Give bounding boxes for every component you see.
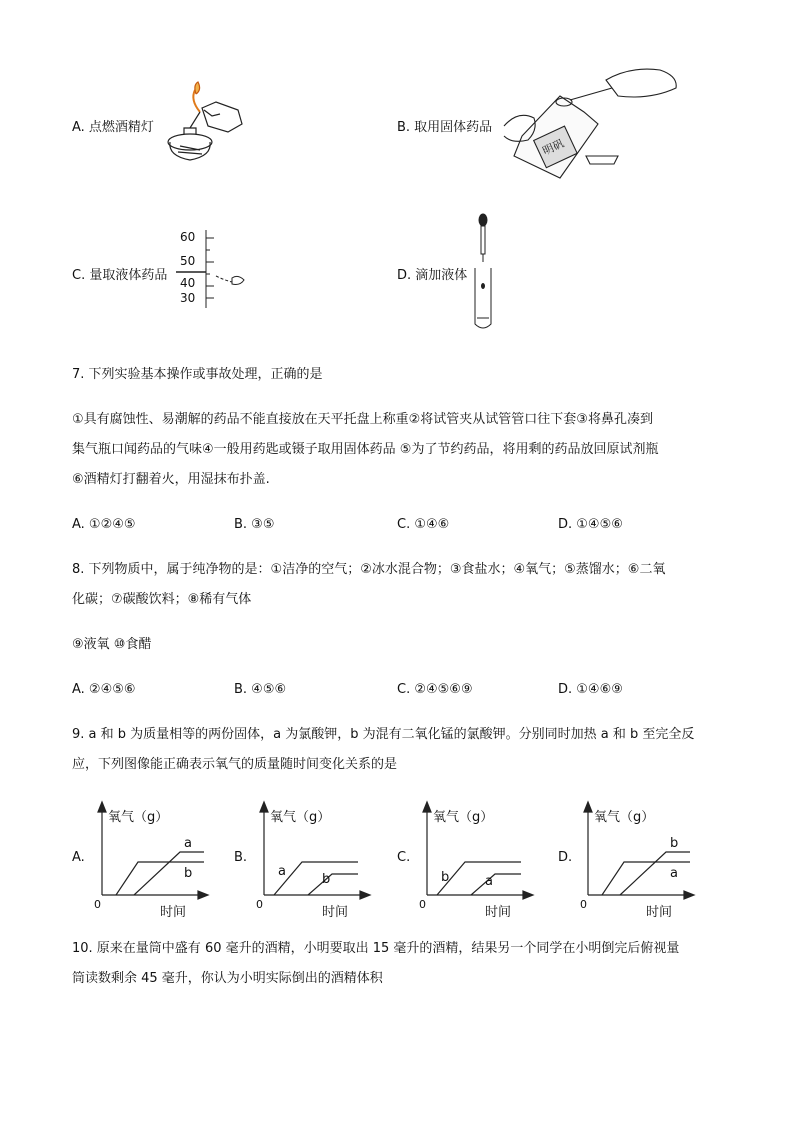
q7-body-line-1: ①具有腐蚀性、易潮解的药品不能直接放在天平托盘上称重②将试管夹从试管管口往下套③将鼻孔凑到 bbox=[72, 412, 653, 427]
q9-graph-c[interactable] bbox=[397, 800, 537, 920]
svg-text:明矾: 明矾 bbox=[540, 136, 567, 158]
q9-graph-b-line-upper bbox=[274, 862, 358, 895]
q9-graph-b[interactable] bbox=[234, 800, 374, 920]
q9-graph-a-lower-label: b bbox=[184, 866, 193, 881]
q9-graph-c-line-upper bbox=[437, 862, 521, 895]
q9-graph-d-origin: 0 bbox=[580, 898, 587, 911]
q7-body-line-2: 集气瓶口闻药品的气味④一般用药匙或镊子取用固体药品 ⑤为了节约药品，将用剩的药品放回原试剂瓶 bbox=[72, 442, 659, 457]
q9-graph-b-upper-label: a bbox=[278, 864, 286, 879]
q9-graph-b-option: B. bbox=[234, 850, 248, 865]
q9-graph-d[interactable] bbox=[558, 800, 698, 920]
q7-option-c[interactable]: C. ①④⑥ bbox=[397, 517, 450, 532]
q9-graph-d-upper-label: b bbox=[670, 836, 679, 851]
q9-graph-a-xlabel: 时间 bbox=[160, 905, 187, 920]
q9-graph-a-line-upper bbox=[134, 852, 204, 895]
graduated-cylinder-illustration bbox=[176, 228, 256, 316]
q10-stem-line-2: 筒读数剩余 45 毫升，你认为小明实际倒出的酒精体积 bbox=[72, 971, 383, 986]
q9-graph-d-lower-label: a bbox=[670, 866, 678, 881]
q9-graph-d-option: D. bbox=[558, 850, 573, 865]
cylinder-tick-60: 60 bbox=[180, 230, 196, 244]
q7-option-b[interactable]: B. ③⑤ bbox=[234, 517, 275, 532]
q9-graph-c-line-lower bbox=[471, 874, 521, 895]
q9-graph-c-lower-label: a bbox=[485, 874, 493, 889]
q7-option-a[interactable]: A. ①②④⑤ bbox=[72, 517, 136, 532]
q6-option-c-label: C. 量取液体药品 bbox=[72, 268, 168, 283]
q7-stem: 7. 下列实验基本操作或事故处理，正确的是 bbox=[72, 367, 323, 382]
q8-option-c[interactable]: C. ②④⑤⑥⑨ bbox=[397, 682, 473, 697]
q9-graph-b-lower-label: b bbox=[322, 872, 331, 887]
dropper-test-tube-illustration bbox=[470, 212, 500, 338]
q9-stem-line-2: 应，下列图像能正确表示氧气的质量随时间变化关系的是 bbox=[72, 757, 398, 772]
q9-graph-d-ylabel: 氧气（g） bbox=[594, 810, 655, 825]
q9-graph-c-xlabel: 时间 bbox=[485, 905, 512, 920]
q9-graph-a-option: A. bbox=[72, 850, 85, 865]
solid-reagent-spoon-illustration bbox=[500, 66, 680, 185]
q8-option-a[interactable]: A. ②④⑤⑥ bbox=[72, 682, 136, 697]
q9-graph-d-line-upper bbox=[620, 852, 690, 895]
q9-graph-d-xlabel: 时间 bbox=[646, 905, 673, 920]
q9-graph-a-upper-label: a bbox=[184, 836, 192, 851]
q6-option-b-label: B. 取用固体药品 bbox=[397, 120, 493, 135]
q9-graph-c-origin: 0 bbox=[419, 898, 426, 911]
q9-graph-b-xlabel: 时间 bbox=[322, 905, 349, 920]
cylinder-tick-50: 50 bbox=[180, 254, 196, 268]
q9-graph-c-ylabel: 氧气（g） bbox=[433, 810, 494, 825]
q6-option-d-label: D. 滴加液体 bbox=[397, 268, 468, 283]
q6-option-a-label: A. 点燃酒精灯 bbox=[72, 120, 154, 135]
q9-graph-a-ylabel: 氧气（g） bbox=[108, 810, 169, 825]
q8-stem-line-1: 8. 下列物质中，属于纯净物的是：①洁净的空气；②冰水混合物；③食盐水；④氧气；⑤蒸馏水；⑥二氧 bbox=[72, 562, 666, 577]
q7-body-line-3: ⑥酒精灯打翻着火，用湿抹布扑盖. bbox=[72, 472, 270, 487]
q9-graph-b-origin: 0 bbox=[256, 898, 263, 911]
cylinder-tick-30: 30 bbox=[180, 291, 196, 305]
alcohol-lamp-lighting-illustration bbox=[160, 80, 250, 174]
cylinder-tick-40: 40 bbox=[180, 276, 196, 290]
q9-graph-a-origin: 0 bbox=[94, 898, 101, 911]
q7-option-d[interactable]: D. ①④⑤⑥ bbox=[558, 517, 623, 532]
q9-graph-b-line-lower bbox=[308, 874, 358, 895]
q9-graph-b-ylabel: 氧气（g） bbox=[270, 810, 331, 825]
q9-graph-c-option: C. bbox=[397, 850, 411, 865]
q8-stem-line-3: ⑨液氧 ⑩食醋 bbox=[72, 637, 152, 652]
q9-stem-line-1: 9. a 和 b 为质量相等的两份固体，a 为氯酸钾，b 为混有二氧化锰的氯酸钾。分别同时加热 a 和 b 至完全反 bbox=[72, 727, 695, 742]
q9-graph-c-upper-label: b bbox=[441, 870, 450, 885]
q9-graph-a[interactable] bbox=[72, 800, 212, 920]
q10-stem-line-1: 10. 原来在量筒中盛有 60 毫升的酒精，小明要取出 15 毫升的酒精，结果另一个同学在小明倒完后俯视量 bbox=[72, 941, 680, 956]
q8-option-d[interactable]: D. ①④⑥⑨ bbox=[558, 682, 623, 697]
q8-option-b[interactable]: B. ④⑤⑥ bbox=[234, 682, 287, 697]
q8-stem-line-2: 化碳；⑦碳酸饮料；⑧稀有气体 bbox=[72, 592, 252, 607]
